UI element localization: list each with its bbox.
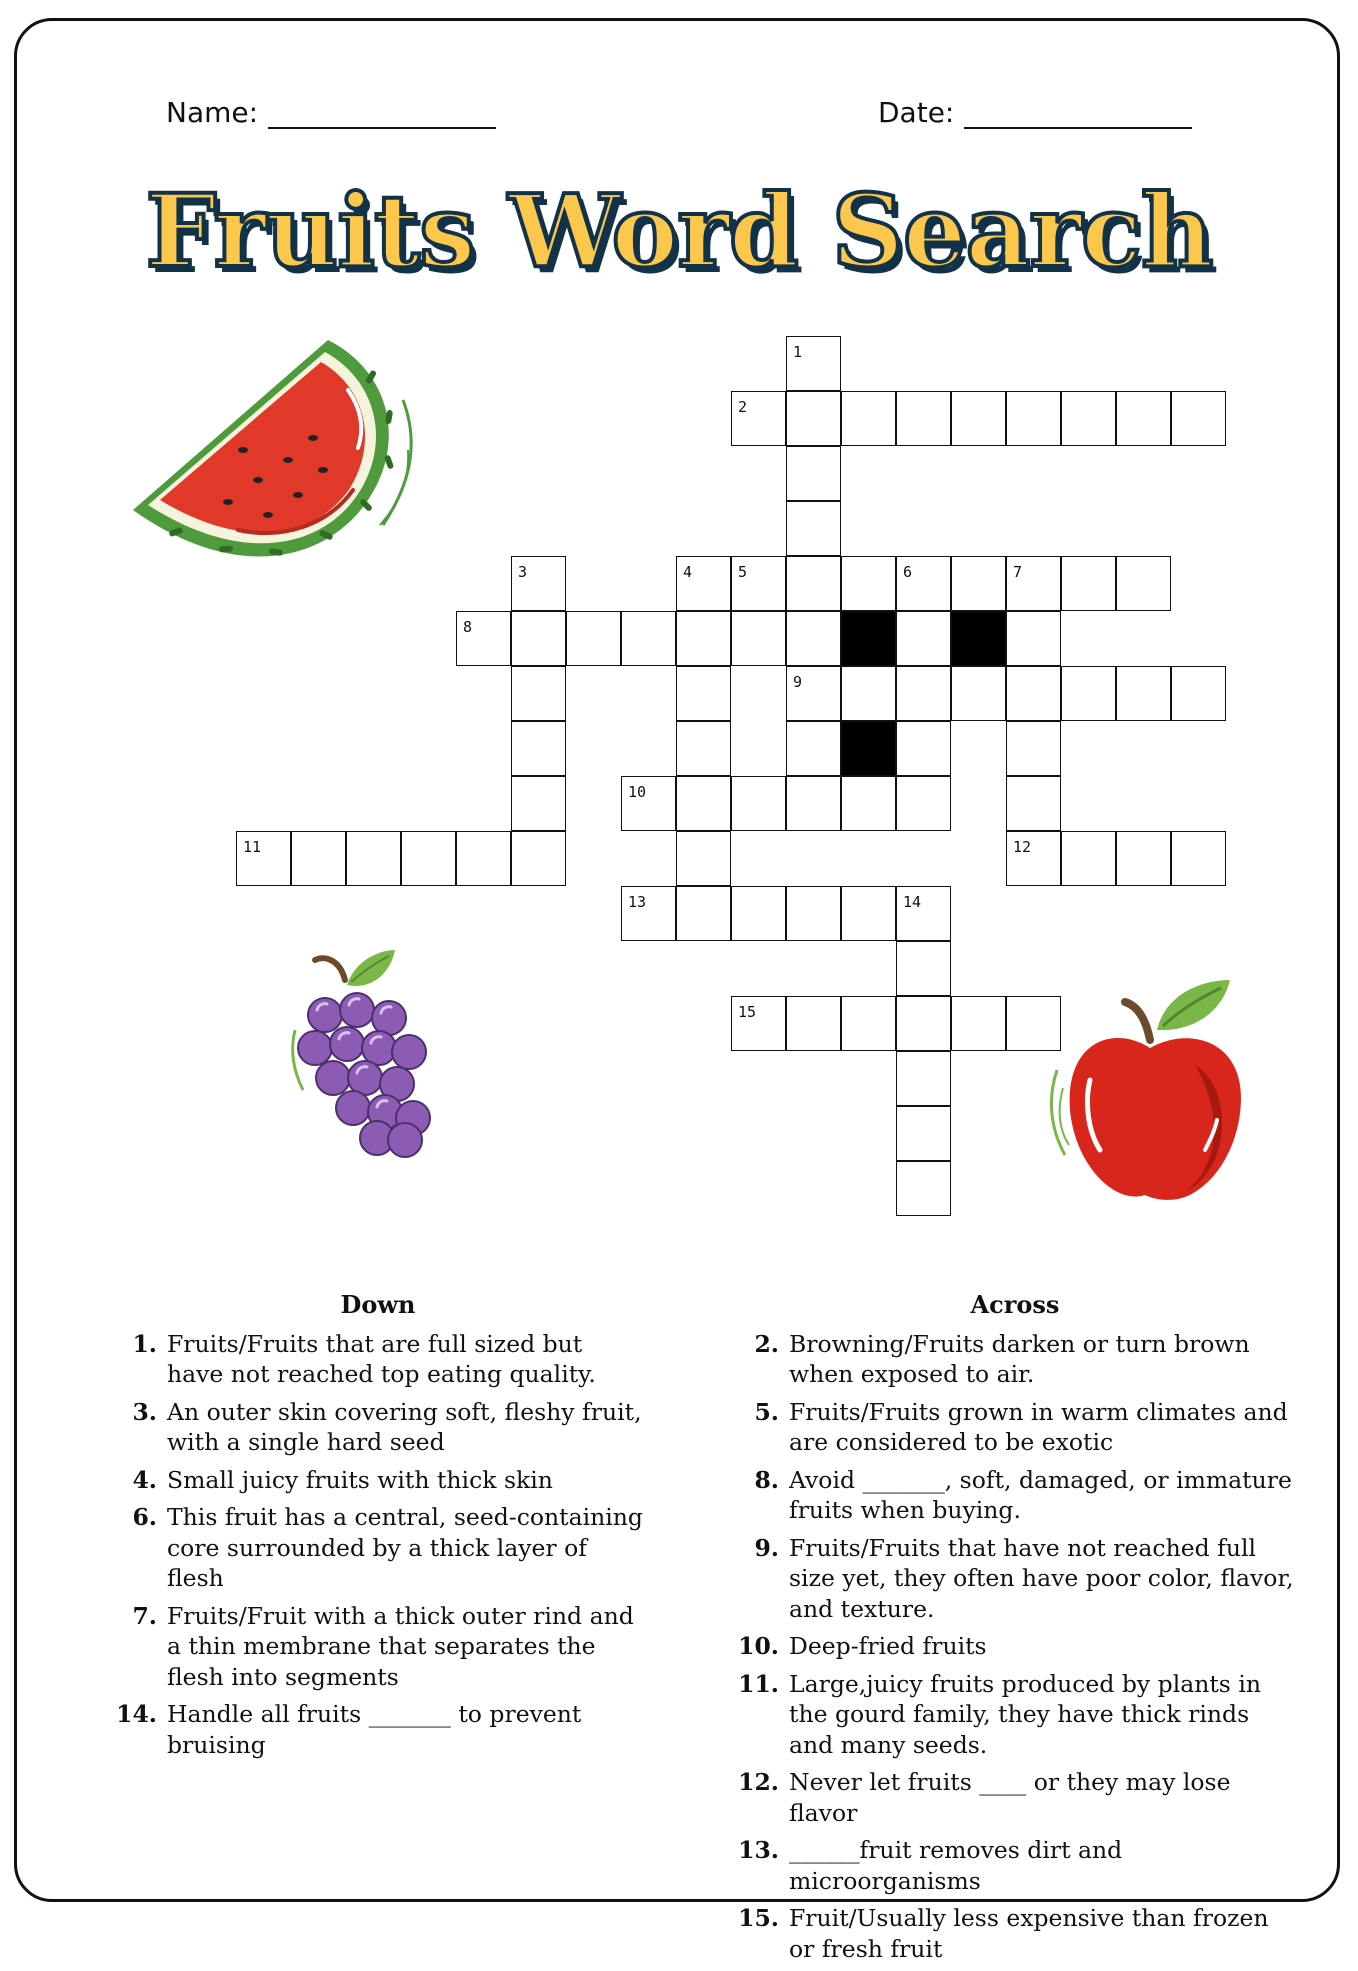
crossword-cell[interactable] bbox=[1061, 556, 1116, 611]
across-clue bbox=[754, 1397, 1295, 1458]
clue-number: 14 bbox=[903, 893, 922, 911]
crossword-cell[interactable] bbox=[1006, 391, 1061, 446]
crossword-cell[interactable] bbox=[841, 776, 896, 831]
down-clue bbox=[132, 1397, 643, 1458]
crossword-cell[interactable] bbox=[1061, 831, 1116, 886]
clue-number: 6. bbox=[132, 1503, 157, 1531]
clue-number: 2. bbox=[754, 1329, 779, 1358]
across-clue bbox=[738, 1903, 1295, 1964]
crossword-cell[interactable] bbox=[1006, 556, 1061, 611]
clue-number: 5. bbox=[754, 1397, 779, 1426]
across-clue bbox=[738, 1669, 1295, 1761]
clue-text: ______fruit removes dirt and microorganisms bbox=[789, 1836, 1123, 1895]
crossword-block bbox=[951, 611, 1006, 666]
crossword-cell[interactable] bbox=[676, 611, 731, 666]
clue-text: An outer skin covering soft, fleshy fruit, with a single hard seed bbox=[167, 1397, 642, 1456]
crossword-cell[interactable] bbox=[1116, 556, 1171, 611]
crossword-cell[interactable] bbox=[511, 556, 566, 611]
crossword-cell[interactable] bbox=[841, 556, 896, 611]
crossword-cell[interactable] bbox=[951, 666, 1006, 721]
clue-number: 12. bbox=[738, 1768, 779, 1796]
clue-number: 6 bbox=[903, 563, 913, 581]
across-clue bbox=[738, 1631, 1295, 1662]
crossword-cell[interactable] bbox=[456, 611, 511, 666]
clue-number: 15 bbox=[738, 1003, 757, 1021]
crossword-cell[interactable] bbox=[841, 886, 896, 941]
clue-number: 4. bbox=[132, 1465, 157, 1494]
clue-number: 12 bbox=[1013, 838, 1032, 856]
across-clue bbox=[754, 1465, 1295, 1526]
crossword-cell[interactable] bbox=[1006, 831, 1061, 886]
crossword-cell[interactable] bbox=[786, 391, 841, 446]
crossword-cell[interactable] bbox=[731, 886, 786, 941]
clue-text: This fruit has a central, seed-containing core surrounded by a thick layer of flesh bbox=[167, 1503, 643, 1592]
crossword-cell[interactable] bbox=[1116, 831, 1171, 886]
clue-number: 8. bbox=[754, 1465, 779, 1494]
crossword-cell[interactable] bbox=[786, 666, 841, 721]
clue-number: 3 bbox=[518, 563, 528, 581]
crossword-cell[interactable] bbox=[896, 1051, 951, 1106]
crossword-cell[interactable] bbox=[676, 721, 731, 776]
down-clue-list bbox=[113, 1329, 643, 1761]
crossword-cell[interactable] bbox=[346, 831, 401, 886]
clue-number: 7. bbox=[132, 1601, 157, 1630]
crossword-cell[interactable] bbox=[841, 666, 896, 721]
crossword-cell[interactable] bbox=[566, 611, 621, 666]
clue-number: 2 bbox=[738, 398, 748, 416]
clue-number: 1 bbox=[793, 343, 803, 361]
crossword-cell[interactable] bbox=[896, 391, 951, 446]
clue-text: Fruits/Fruits that have not reached full size yet, they often have poor color, flavor, and texture. bbox=[789, 1533, 1294, 1623]
clue-number: 14. bbox=[116, 1700, 157, 1728]
clue-number: 9 bbox=[793, 673, 803, 691]
clue-number: 7 bbox=[1013, 563, 1023, 581]
across-clue bbox=[738, 1835, 1295, 1896]
clue-number: 3. bbox=[132, 1397, 157, 1426]
crossword-cell[interactable] bbox=[511, 831, 566, 886]
crossword-block bbox=[841, 611, 896, 666]
clue-text: Fruits/Fruits grown in warm climates and are considered to be exotic bbox=[789, 1397, 1288, 1456]
crossword-cell[interactable] bbox=[676, 886, 731, 941]
crossword-cell[interactable] bbox=[1006, 666, 1061, 721]
crossword-cell[interactable] bbox=[731, 996, 786, 1051]
down-clues bbox=[113, 1290, 643, 1767]
crossword-cell[interactable] bbox=[621, 886, 676, 941]
crossword-cell[interactable] bbox=[896, 721, 951, 776]
crossword-cell[interactable] bbox=[1006, 776, 1061, 831]
clue-number: 8 bbox=[463, 618, 473, 636]
name-label: Name: bbox=[166, 96, 259, 129]
crossword-cell[interactable] bbox=[786, 996, 841, 1051]
crossword-cell[interactable] bbox=[731, 556, 786, 611]
crossword-cell[interactable] bbox=[896, 611, 951, 666]
crossword-cell[interactable] bbox=[1116, 391, 1171, 446]
date-label: Date: bbox=[878, 96, 955, 129]
red-apple-icon bbox=[1045, 970, 1255, 1210]
clue-text: Never let fruits ____ or they may lose flavor bbox=[789, 1768, 1231, 1827]
clue-number: 15. bbox=[738, 1904, 779, 1932]
crossword-cell[interactable] bbox=[951, 996, 1006, 1051]
across-heading: Across bbox=[970, 1290, 1060, 1319]
crossword-cell[interactable] bbox=[676, 556, 731, 611]
crossword-cell[interactable] bbox=[731, 776, 786, 831]
crossword-cell[interactable] bbox=[786, 336, 841, 391]
crossword-cell[interactable] bbox=[841, 391, 896, 446]
clue-text: Handle all fruits _______ to prevent bruising bbox=[167, 1700, 582, 1759]
clue-text: Large,juicy fruits produced by plants in the gourd family, they have thick rinds and many seeds. bbox=[789, 1669, 1261, 1759]
clue-text: Deep-fried fruits bbox=[789, 1632, 987, 1660]
grape-bunch-icon bbox=[285, 940, 455, 1160]
crossword-cell[interactable] bbox=[896, 1161, 951, 1216]
down-clue bbox=[132, 1465, 643, 1496]
crossword-cell[interactable] bbox=[621, 776, 676, 831]
clue-number: 5 bbox=[738, 563, 748, 581]
crossword-cell[interactable] bbox=[1171, 666, 1226, 721]
crossword-cell[interactable] bbox=[401, 831, 456, 886]
crossword-cell[interactable] bbox=[511, 721, 566, 776]
crossword-cell[interactable] bbox=[676, 831, 731, 886]
crossword-cell[interactable] bbox=[951, 391, 1006, 446]
down-clue bbox=[132, 1601, 643, 1693]
watermelon-slice-icon bbox=[118, 330, 418, 590]
clue-number: 9. bbox=[754, 1533, 779, 1562]
across-clues bbox=[735, 1290, 1295, 1971]
across-clue bbox=[754, 1329, 1295, 1390]
crossword-cell[interactable] bbox=[841, 996, 896, 1051]
crossword-cell[interactable] bbox=[236, 831, 291, 886]
crossword-cell[interactable] bbox=[511, 776, 566, 831]
crossword-cell[interactable] bbox=[896, 941, 951, 996]
crossword-cell[interactable] bbox=[1061, 666, 1116, 721]
crossword-cell[interactable] bbox=[896, 666, 951, 721]
crossword-cell[interactable] bbox=[1171, 391, 1226, 446]
down-clue bbox=[132, 1329, 643, 1390]
crossword-cell[interactable] bbox=[291, 831, 346, 886]
crossword-cell[interactable] bbox=[786, 556, 841, 611]
clue-number: 11 bbox=[243, 838, 262, 856]
crossword-cell[interactable] bbox=[1006, 721, 1061, 776]
crossword-cell[interactable] bbox=[896, 996, 951, 1051]
clue-text: Avoid _______, soft, damaged, or immature fruits when buying. bbox=[789, 1465, 1292, 1524]
clue-number: 11. bbox=[738, 1669, 779, 1698]
crossword-cell[interactable] bbox=[511, 666, 566, 721]
clue-text: Small juicy fruits with thick skin bbox=[167, 1465, 553, 1494]
crossword-cell[interactable] bbox=[676, 776, 731, 831]
clue-text: Fruits/Fruits that are full sized but have not reached top eating quality. bbox=[167, 1329, 596, 1388]
clue-number: 10. bbox=[738, 1632, 779, 1660]
clue-number: 1. bbox=[132, 1329, 157, 1358]
crossword-cell[interactable] bbox=[896, 556, 951, 611]
clue-number: 4 bbox=[683, 563, 693, 581]
crossword-cell[interactable] bbox=[1116, 666, 1171, 721]
clue-number: 13 bbox=[628, 893, 647, 911]
crossword-cell[interactable] bbox=[786, 446, 841, 501]
across-clue-list bbox=[735, 1329, 1295, 1965]
crossword-cell[interactable] bbox=[896, 1106, 951, 1161]
crossword-cell[interactable] bbox=[786, 611, 841, 666]
crossword-cell[interactable] bbox=[951, 556, 1006, 611]
clue-text: Fruits/Fruit with a thick outer rind and a thin membrane that separates the flesh into segments bbox=[167, 1601, 634, 1691]
crossword-cell[interactable] bbox=[786, 721, 841, 776]
crossword-cell[interactable] bbox=[1061, 391, 1116, 446]
crossword-cell[interactable] bbox=[731, 391, 786, 446]
crossword-cell[interactable] bbox=[1006, 611, 1061, 666]
crossword-cell[interactable] bbox=[896, 776, 951, 831]
across-clue bbox=[754, 1533, 1295, 1625]
page-title: Fruits Word Search bbox=[145, 172, 1213, 290]
across-clue bbox=[738, 1767, 1295, 1828]
crossword-cell[interactable] bbox=[621, 611, 676, 666]
crossword-cell[interactable] bbox=[786, 886, 841, 941]
down-clue bbox=[116, 1699, 643, 1760]
crossword-cell[interactable] bbox=[511, 611, 566, 666]
clue-number: 10 bbox=[628, 783, 647, 801]
crossword-cell[interactable] bbox=[676, 666, 731, 721]
clue-text: Browning/Fruits darken or turn brown when exposed to air. bbox=[789, 1329, 1250, 1388]
down-clue bbox=[132, 1502, 643, 1594]
crossword-block bbox=[841, 721, 896, 776]
crossword-cell[interactable] bbox=[896, 886, 951, 941]
crossword-cell[interactable] bbox=[456, 831, 511, 886]
crossword-cell[interactable] bbox=[1171, 831, 1226, 886]
clue-number: 13. bbox=[738, 1836, 779, 1864]
crossword-cell[interactable] bbox=[786, 501, 841, 556]
down-heading: Down bbox=[340, 1290, 416, 1319]
clue-text: Fruit/Usually less expensive than frozen or fresh fruit bbox=[789, 1904, 1269, 1963]
crossword-cell[interactable] bbox=[786, 776, 841, 831]
crossword-cell[interactable] bbox=[731, 611, 786, 666]
